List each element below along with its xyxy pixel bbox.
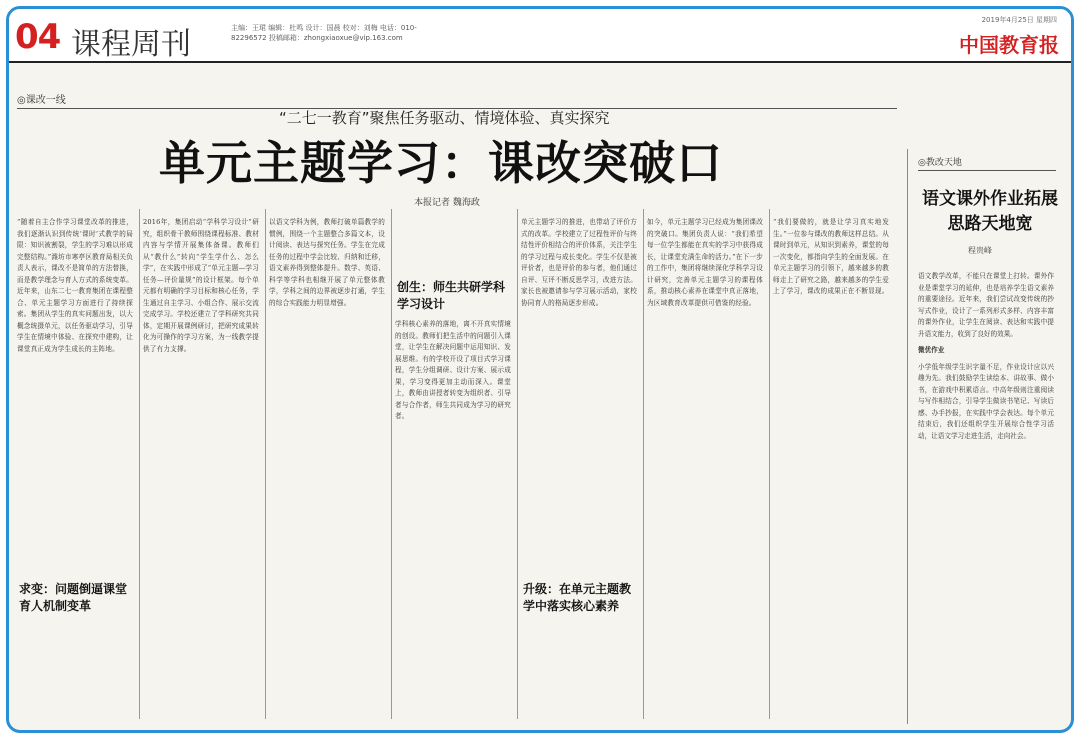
sidebar-subhead: 微优作业 xyxy=(918,346,945,354)
column-rule xyxy=(139,209,140,719)
sidebar-author: 程贵峰 xyxy=(968,246,992,255)
sidebar-text: 语文教学改革，不能只在课堂上打转。课外作业是课堂学习的延伸，也是培养学生语文素养的重要途径。近年来，我们尝试改变传统的抄写式作业，设计了一系列形式多样、内容丰富的课外作业，让学生在阅读、表达和实践中提升语文能力，收到了良好的效果。 xyxy=(918,272,1054,338)
article-column-4 xyxy=(395,319,511,712)
sidebar-body xyxy=(918,271,1054,719)
column-rule xyxy=(769,209,770,719)
sidebar-article xyxy=(907,149,1060,724)
article-column-6 xyxy=(647,217,763,712)
article-kicker: “二七一教育”聚焦任务驱动、情境体验、真实探究 xyxy=(279,109,610,127)
newspaper-page xyxy=(6,6,1074,733)
article-column-7 xyxy=(773,217,889,712)
column-rule xyxy=(643,209,644,719)
column-text: 如今，单元主题学习已经成为集团课改的突破口。集团负责人说：“我们希望每一位学生都能在真实的学习中获得成长，让课堂充满生命的活力。”在下一步的工作中，集团将继续深化学科学习设计研究，完善单元主题学习的课程体系，推动核心素养在课堂中真正落地，为区域教育改革提供可借鉴的经验。 xyxy=(647,218,763,307)
column-rule xyxy=(265,209,266,719)
column-rule xyxy=(391,209,392,719)
article-column-5 xyxy=(521,217,637,712)
page-number: 04 xyxy=(15,17,61,57)
sidebar-column-tag: ◎教改天地 xyxy=(918,155,1056,171)
subhead-1: 求变：问题倒逼课堂育人机制变革 xyxy=(19,581,133,615)
subhead-2: 创生：师生共研学科学习设计 xyxy=(397,279,511,313)
editor-info: 主编：王珺 编辑：杜鸣 设计：国晨 校对：刘梅 电话：010-82296572 投稿邮箱：zhongxiaoxue@vip.163.com xyxy=(231,24,417,42)
column-text: 学科核心素养的落地，离不开真实情境的创设。教师们把生活中的问题引入课堂，让学生在解决问题中运用知识、发展思维。有的学校开设了项目式学习课程，学生分组调研、设计方案、展示成果，学习变得更加主动而深入。课堂上，教师由讲授者转变为组织者、引导者与合作者，师生共同成为学习的研究者。 xyxy=(395,320,511,420)
column-text: 以语文学科为例，教师打破单篇教学的惯例，围绕一个主题整合多篇文本，设计阅读、表达与探究任务。学生在完成任务的过程中学会比较、归纳和迁移，语文素养得到整体提升。数学、英语、科学等学科也相继开展了单元整体教学，学科之间的边界被逐步打通，学生的综合实践能力明显增强。 xyxy=(269,218,385,307)
sidebar-text: 小学低年级学生识字量不足，作业设计应以兴趣为先。我们鼓励学生读绘本、讲故事、做小书，在游戏中积累语言。中高年级则注重阅读与写作相结合，引导学生做读书笔记、写读后感、办手抄报，在实践中学会表达。每个单元结束后，我们还组织学生开展综合性学习活动，让语文学习走进生活，走向社会。 xyxy=(918,362,1054,440)
column-rule xyxy=(517,209,518,719)
article-column-3 xyxy=(269,217,385,712)
article-column-2 xyxy=(143,217,259,712)
column-text: “随着自主合作学习课堂改革的推进，我们逐渐认识到传统‘课时’式教学的局限：知识被割裂，学生的学习难以形成完整结构。”潍坊市寒亭区教育局相关负责人表示，课改不是简单的方法替换，而是教学理念与育人方式的系统变革。近年来，山东二七一教育集团在课程整合、单元主题学习方面进行了持续探索。集团从学生的真实问题出发，以大概念统摄单元，以任务驱动学习，引导学生在情境中体验、在探究中建构，让课堂真正成为学生成长的主阵地。 xyxy=(17,218,133,353)
masthead xyxy=(9,9,1071,63)
column-text: 2016年，集团启动“学科学习设计”研究，组织骨干教师围绕课程标准、教材内容与学情开展集体备课。教师们从“教什么”转向“学生学什么、怎么学”，在实践中形成了“单元主题—学习任务—评价量规”的设计框架。每个单元都有明确的学习目标和核心任务，学生通过自主学习、小组合作、展示交流完成学习。学校还建立了学科研究共同体，定期开展课例研讨，把研究成果转化为可操作的学习方案，为一线教学提供了有力支撑。 xyxy=(143,218,259,353)
section-title: 课程周刊 xyxy=(71,27,191,62)
column-text: “我们要做的，就是让学习真实地发生。”一位参与课改的教师这样总结。从课时到单元，从知识到素养，课堂的每一次变化，都指向学生的全面发展。在单元主题学习的引领下，越来越多的教师走上了研究之路，越来越多的学生爱上了学习，课改的成果正在不断显现。 xyxy=(773,218,889,295)
sidebar-headline: 语文课外作业拓展思路天地宽 xyxy=(922,189,1058,234)
article-body xyxy=(17,209,897,719)
subhead-3: 升级：在单元主题教学中落实核心素养 xyxy=(523,581,637,615)
column-tag: ◎课改一线 xyxy=(17,91,897,109)
article-headline: 单元主题学习：课改突破口 xyxy=(159,136,723,190)
paper-logo: 中国教育报 xyxy=(959,33,1059,57)
article-column-1 xyxy=(17,217,133,712)
article-byline: 本报记者 魏海政 xyxy=(414,198,480,208)
column-text: 单元主题学习的推进，也带动了评价方式的改革。学校建立了过程性评价与终结性评价相结合的评价体系，关注学生的学习过程与成长变化。学生不仅是被评价者，也是评价的参与者，他们通过自评、互评不断反思学习，改进方法。家长也被邀请参与学习展示活动，家校协同育人的格局逐步形成。 xyxy=(521,218,637,307)
issue-date: 2019年4月25日 星期四 xyxy=(981,16,1057,24)
